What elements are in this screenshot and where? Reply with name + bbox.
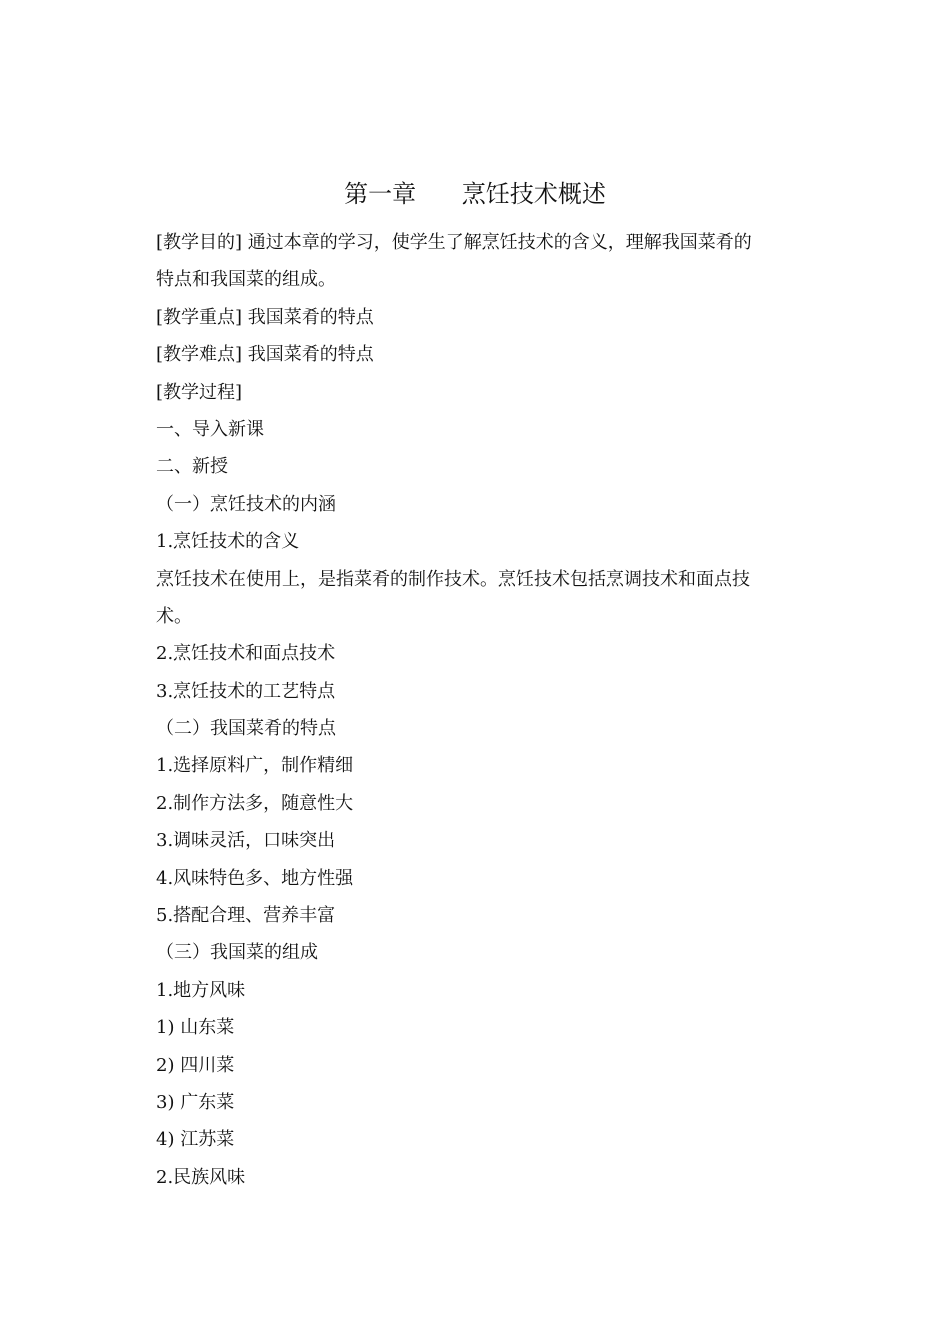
list-item: 3) 广东菜 xyxy=(156,1091,235,1113)
section-heading: 一、导入新课 xyxy=(156,418,264,440)
list-item: 2) 四川菜 xyxy=(156,1054,235,1076)
list-item: 2.民族风味 xyxy=(156,1166,246,1188)
subsection-heading: （一）烹饪技术的内涵 xyxy=(156,493,336,515)
list-item: 5.搭配合理、营养丰富 xyxy=(156,905,336,927)
text-line: [教学重点] 我国菜肴的特点 xyxy=(156,306,374,328)
text-line: 烹饪技术在使用上，是指菜肴的制作技术。烹饪技术包括烹调技术和面点技 xyxy=(156,568,750,590)
document-body xyxy=(156,224,806,1196)
text-line: [教学过程] xyxy=(156,381,243,403)
chapter-title: 第一章 烹饪技术概述 xyxy=(344,180,606,208)
list-item: 1.选择原料广，制作精细 xyxy=(156,755,354,777)
subsection-heading: （三）我国菜的组成 xyxy=(156,942,318,964)
list-item: 1.烹饪技术的含义 xyxy=(156,531,300,553)
list-item: 2.制作方法多，随意性大 xyxy=(156,792,354,814)
list-item: 4) 江苏菜 xyxy=(156,1129,235,1151)
subsection-heading: （二）我国菜肴的特点 xyxy=(156,718,336,740)
text-line: 特点和我国菜的组成。 xyxy=(156,269,336,291)
list-item: 3.调味灵活，口味突出 xyxy=(156,830,336,852)
list-item: 3.烹饪技术的工艺特点 xyxy=(156,680,336,702)
list-item: 1) 山东菜 xyxy=(156,1017,235,1039)
section-heading: 二、新授 xyxy=(156,456,228,478)
list-item: 4.风味特色多、地方性强 xyxy=(156,867,354,889)
list-item: 1.地方风味 xyxy=(156,979,246,1001)
list-item: 2.烹饪技术和面点技术 xyxy=(156,643,336,665)
text-line: [教学难点] 我国菜肴的特点 xyxy=(156,344,374,366)
text-line: [教学目的] 通过本章的学习，使学生了解烹饪技术的含义，理解我国菜肴的 xyxy=(156,232,752,253)
text-line: 术。 xyxy=(156,605,192,627)
